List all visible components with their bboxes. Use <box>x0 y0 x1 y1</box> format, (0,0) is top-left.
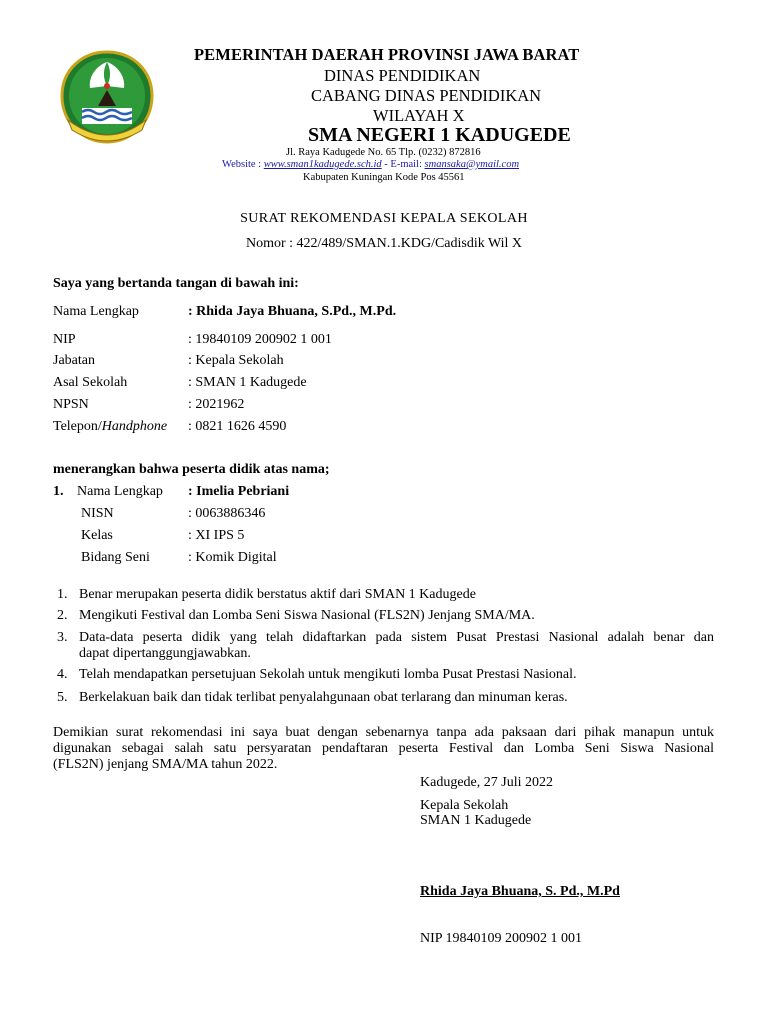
signer-label-phone <box>53 419 167 435</box>
signer-value-npsn: : 2021962 <box>188 397 245 412</box>
signature-name: Rhida Jaya Bhuana, S. Pd., M.Pd <box>420 884 620 899</box>
statement-text-line1: Data-data peserta didik yang telah didaftarkan pada sistem Pusat Prestasi Nasional adalah benar dan <box>79 630 714 645</box>
header-regency: Kabupaten Kuningan Kode Pos 45561 <box>303 172 465 183</box>
student-value-art: : Komik Digital <box>188 550 277 565</box>
student-value-nisn: : 0063886346 <box>188 506 266 521</box>
website-link[interactable]: www.sman1kadugede.sch.id <box>263 159 382 170</box>
statement-number: 4. <box>57 667 68 682</box>
email-label: - E-mail: <box>381 159 425 170</box>
statement-text: Mengikuti Festival dan Lomba Seni Siswa Nasional (FLS2N) Jenjang SMA/MA. <box>79 608 535 623</box>
student-value-name: : Imelia Pebriani <box>188 484 290 499</box>
signature-nip: NIP 19840109 200902 1 001 <box>420 931 583 946</box>
statement-text: Benar merupakan peserta didik berstatus aktif dari SMAN 1 Kadugede <box>79 587 476 602</box>
header-government: PEMERINTAH DAERAH PROVINSI JAWA BARAT <box>194 45 580 64</box>
header-address: Jl. Raya Kadugede No. 65 Tlp. (0232) 872816 <box>286 147 481 158</box>
student-intro: menerangkan bahwa peserta didik atas nama; <box>53 462 330 477</box>
statement-text: Telah mendapatkan persetujuan Sekolah untuk mengikuti lomba Pusat Prestasi Nasional. <box>79 667 577 682</box>
signature-position: Kepala Sekolah <box>420 798 509 813</box>
signer-value-phone: : 0821 1626 4590 <box>188 419 287 434</box>
signer-value-position: : Kepala Sekolah <box>188 353 284 368</box>
signer-label-school: Asal Sekolah <box>53 375 128 390</box>
statement-number: 5. <box>57 690 68 705</box>
closing-line-1: Demikian surat rekomendasi ini saya buat dengan sebenarnya tanpa ada paksaan dari pihak manapun untuk <box>53 725 714 740</box>
statement-number: 2. <box>57 608 68 623</box>
student-label-name: Nama Lengkap <box>77 484 163 499</box>
email-link[interactable]: smansaka@ymail.com <box>424 159 520 170</box>
statement-text: Berkelakuan baik dan tidak terlibat penyalahgunaan obat terlarang dan minuman keras. <box>79 690 568 705</box>
student-label-art: Bidang Seni <box>81 550 150 565</box>
signer-label-position: Jabatan <box>53 353 95 368</box>
letter-title: SURAT REKOMENDASI KEPALA SEKOLAH <box>240 211 528 226</box>
school-logo <box>60 50 154 144</box>
signer-value-name: : Rhida Jaya Bhuana, S.Pd., M.Pd. <box>188 304 397 319</box>
statement-number: 3. <box>57 630 68 645</box>
signer-label-nip: NIP <box>53 332 76 347</box>
website-label: Website : <box>222 159 264 170</box>
header-contact <box>222 159 519 170</box>
header-region: WILAYAH X <box>373 106 465 125</box>
letter-number: Nomor : 422/489/SMAN.1.KDG/Cadisdik Wil X <box>245 236 523 251</box>
header-school-name: SMA NEGERI 1 KADUGEDE <box>308 124 571 146</box>
student-value-class: : XI IPS 5 <box>188 528 245 543</box>
closing-line-2: digunakan sebagai salah satu persyaratan pendaftaran peserta Festival dan Lomba Seni Siswa Nasional <box>53 741 714 756</box>
signer-value-school: : SMAN 1 Kadugede <box>188 375 307 390</box>
signer-value-nip: : 19840109 200902 1 001 <box>188 332 332 347</box>
header-branch: CABANG DINAS PENDIDIKAN <box>311 86 542 105</box>
signer-label-npsn: NPSN <box>53 397 89 412</box>
phone-label-b: Handphone <box>101 419 168 434</box>
signature-school: SMAN 1 Kadugede <box>420 813 532 828</box>
statement-item <box>57 629 714 663</box>
signer-label-name: Nama Lengkap <box>53 304 139 319</box>
closing-line-3: (FLS2N) jenjang SMA/MA tahun 2022. <box>53 757 278 772</box>
student-number: 1. <box>53 484 64 499</box>
phone-label-a: Telepon/ <box>53 419 102 434</box>
intro-text: Saya yang bertanda tangan di bawah ini: <box>53 276 299 291</box>
header-agency: DINAS PENDIDIKAN <box>324 66 481 85</box>
signature-place-date: Kadugede, 27 Juli 2022 <box>420 775 553 790</box>
statement-number: 1. <box>57 587 68 602</box>
student-label-class: Kelas <box>81 528 113 543</box>
statement-text-line2: dapat dipertanggungjawabkan. <box>79 646 251 661</box>
student-label-nisn: NISN <box>81 506 114 521</box>
